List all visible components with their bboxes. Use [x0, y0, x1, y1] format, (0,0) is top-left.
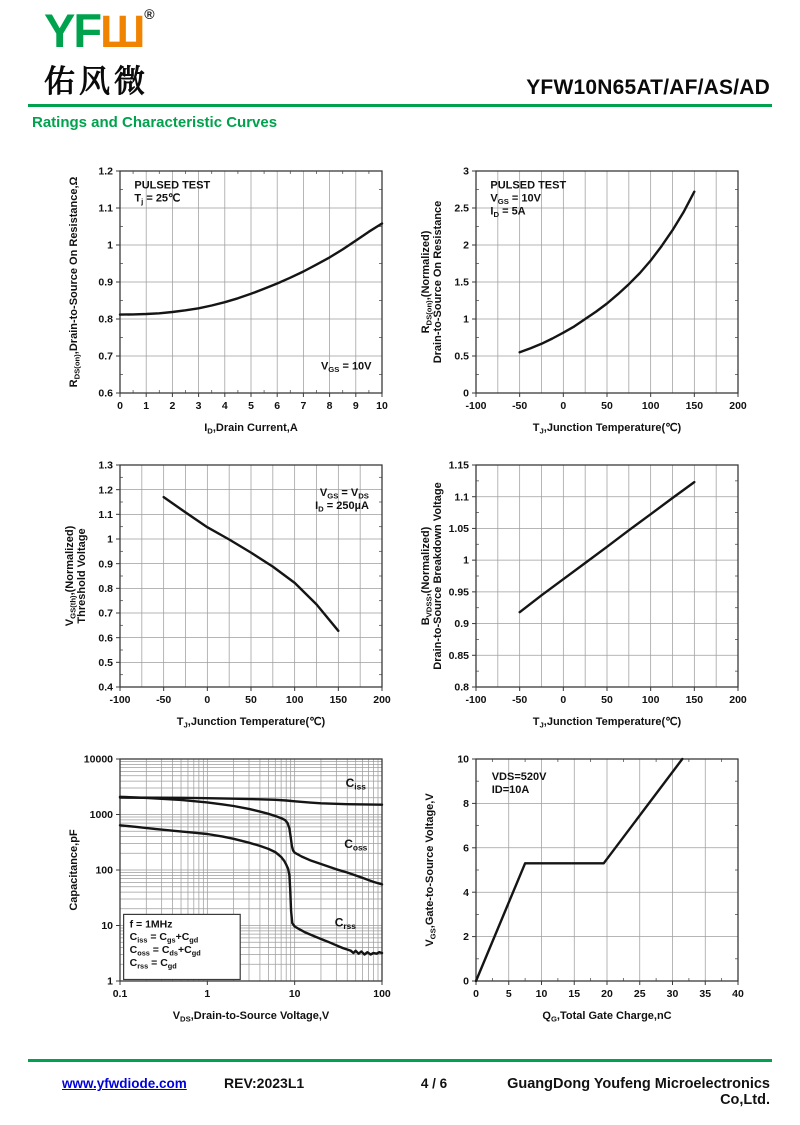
x-tick-label: 2: [169, 399, 176, 412]
curve-label: $C_{iss}$: [345, 775, 366, 791]
y-tick-label: 2.5: [454, 202, 469, 215]
chart-bvdss-normalized-vs-temperature: [418, 445, 754, 737]
y-tick-label: 0.8: [98, 313, 113, 326]
y-tick-label: 0.7: [98, 607, 113, 620]
x-tick-label: 0: [204, 693, 211, 706]
chart-rdson-vs-drain-current: [62, 151, 398, 443]
y-axis-label: $B_{VDSS},(Normalized)$: [420, 526, 434, 626]
y-tick-label: 1.2: [98, 165, 113, 178]
x-tick-label: 50: [601, 399, 613, 412]
brand-logo: [44, 4, 155, 101]
y-tick-label: 1.1: [98, 508, 113, 521]
revision-label: REV:2023L1: [224, 1075, 305, 1091]
x-tick-label: 100: [641, 399, 660, 412]
y-tick-label: 0.9: [454, 617, 469, 630]
x-tick-label: 0: [560, 693, 567, 706]
annotation-text: $I_D = 5A$: [490, 205, 526, 219]
annotation-text: $V_{GS} = 10V$: [490, 192, 541, 206]
chart-canvas: [418, 151, 754, 443]
x-tick-label: 20: [601, 987, 613, 1000]
y-tick-label: 0.5: [98, 656, 113, 669]
y-tick-label: 2: [463, 239, 469, 252]
page-number: 4 / 6: [420, 1076, 448, 1091]
y-axis-label: $V_{GS},Gate-to$-Source Voltage,V: [424, 793, 438, 947]
y-tick-label: 1.2: [98, 484, 113, 497]
annotation-text: VDS=520V: [491, 770, 547, 783]
chart-canvas: [62, 445, 398, 737]
y-tick-label: 0.85: [448, 649, 469, 662]
x-tick-label: 5: [248, 399, 254, 412]
x-tick-label: 50: [245, 693, 257, 706]
y-tick-label: 1.15: [448, 459, 469, 472]
y-tick-label: 1: [463, 313, 469, 326]
section-heading: Ratings and Characteristic Curves: [32, 113, 278, 131]
annotation-text: ID=10A: [491, 783, 530, 796]
header-divider: [28, 104, 772, 107]
y-tick-label: 10: [101, 919, 113, 932]
y-tick-label: 1: [107, 975, 113, 988]
x-tick-label: 15: [568, 987, 581, 1000]
x-tick-label: 25: [633, 987, 646, 1000]
y-tick-label: 1: [463, 554, 469, 567]
y-tick-label: 0.6: [98, 387, 113, 400]
y-tick-label: 2: [463, 930, 469, 943]
x-tick-label: 6: [274, 399, 281, 412]
annotation-text: $V_{GS} = V_{DS}$: [319, 486, 369, 501]
x-tick-label: 100: [373, 987, 391, 1000]
chart-rdson-normalized-vs-temperature: [418, 151, 754, 443]
y-tick-label: 100: [95, 864, 113, 877]
y-tick-label: 10: [457, 753, 469, 766]
annotation-text: PULSED TEST: [490, 179, 567, 192]
x-tick-label: 100: [641, 693, 660, 706]
annotation-text: $I_D = 250\mu A$: [315, 499, 369, 514]
x-tick-label: 1: [143, 399, 150, 412]
x-tick-label: 200: [729, 693, 747, 706]
x-tick-label: 10: [376, 399, 388, 412]
part-number-title: YFW10N65AT/AF/AS/AD: [526, 75, 770, 99]
logo-yf-text: YF: [44, 4, 101, 57]
x-tick-label: -50: [512, 399, 528, 412]
x-tick-label: -50: [512, 693, 528, 706]
x-tick-label: 50: [601, 693, 613, 706]
y-tick-label: 0.8: [454, 681, 469, 694]
curve-label: $C_{rss}$: [334, 915, 356, 931]
annotation-text: $T_j$ = 25℃: [134, 192, 181, 206]
y-tick-label: 1.3: [98, 459, 113, 472]
x-tick-label: 150: [685, 693, 704, 706]
x-axis-label: $Q_G,Total$ Gate Charge,nC: [542, 1009, 672, 1024]
y-axis-label: Drain-to-Source On Resistance: [432, 200, 444, 364]
legend-line: f = 1MHz: [129, 918, 173, 931]
x-axis-label: $I_D,Drain$ Current,A: [204, 421, 298, 436]
y-tick-label: 1.1: [98, 202, 113, 215]
x-tick-label: -100: [465, 399, 487, 412]
registered-trademark-icon: ®: [144, 6, 155, 22]
x-tick-label: 150: [685, 399, 704, 412]
curve-label: $C_{oss}$: [344, 836, 368, 853]
y-tick-label: 1.05: [448, 522, 469, 535]
x-tick-label: 4: [221, 399, 228, 412]
y-tick-label: 1.1: [454, 491, 469, 504]
x-tick-label: 7: [300, 399, 307, 412]
y-axis-label: $R_{DS(on)},Drain-to$-Source On Resistance,Ω: [68, 176, 82, 388]
x-tick-label: 1: [204, 987, 211, 1000]
y-tick-label: 10000: [83, 753, 113, 766]
y-tick-label: 0.95: [448, 586, 469, 599]
logo-w-mark-icon: Ш: [100, 6, 145, 57]
x-tick-label: 200: [373, 693, 391, 706]
x-tick-label: -100: [109, 693, 131, 706]
y-tick-label: 0.6: [98, 632, 113, 645]
x-tick-label: 100: [285, 693, 304, 706]
x-tick-label: 0: [117, 399, 123, 412]
chart-canvas: [418, 739, 754, 1031]
x-tick-label: 0: [560, 399, 567, 412]
y-tick-label: 0.5: [454, 350, 469, 363]
legend-line: $C_{iss} = C_{gs}+C_{gd}$: [129, 930, 199, 945]
chart-vgsth-normalized-vs-temperature: [62, 445, 398, 737]
company-name: GuangDong Youfeng Microelectronics Co,Ltd.: [507, 1076, 770, 1108]
y-tick-label: 4: [463, 886, 469, 899]
x-tick-label: 35: [699, 987, 712, 1000]
x-axis-label: $T_J,Junction$ Temperature(℃): [532, 715, 682, 730]
charts-grid: [62, 151, 800, 1031]
y-tick-label: 0.4: [98, 681, 113, 694]
logo-wordmark: [44, 4, 155, 57]
series-Coss: [120, 797, 382, 885]
x-tick-label: 40: [732, 987, 744, 1000]
chart-capacitance-vs-vds: [62, 739, 398, 1031]
x-tick-label: 3: [195, 399, 202, 412]
legend-line: $C_{rss} = C_{gd}$: [129, 956, 177, 971]
annotation-text: $V_{GS} = 10V$: [320, 360, 372, 374]
y-axis-label: Capacitance,pF: [68, 829, 80, 911]
x-tick-label: 10: [535, 987, 548, 1000]
page-header: [0, 0, 800, 101]
chart-canvas: [418, 445, 754, 737]
y-axis-label: $V_{GS(th)},(Normalized)$: [64, 525, 78, 627]
y-tick-label: 1: [107, 533, 113, 546]
x-axis-label: $T_J,Junction$ Temperature(℃): [176, 715, 326, 730]
y-tick-label: 1000: [89, 808, 113, 821]
x-tick-label: 8: [326, 399, 333, 412]
x-axis-label: $V_{DS},Drain-to$-Source Voltage,V: [172, 1009, 330, 1024]
x-tick-label: 0: [473, 987, 479, 1000]
x-tick-label: -100: [465, 693, 487, 706]
y-tick-label: 3: [463, 165, 469, 178]
x-tick-label: 30: [666, 987, 679, 1000]
x-axis-label: $T_J,Junction$ Temperature(℃): [532, 421, 682, 436]
y-tick-label: 6: [463, 842, 469, 855]
x-tick-label: 0.1: [112, 987, 128, 1000]
y-axis-label: Threshold Voltage: [76, 528, 88, 624]
y-tick-label: 0: [463, 387, 469, 400]
y-tick-label: 0.9: [98, 558, 113, 571]
page-footer: [0, 1062, 800, 1108]
chart-canvas: [62, 151, 398, 443]
grid-lines: [476, 465, 738, 687]
x-tick-label: 150: [329, 693, 348, 706]
annotation-text: PULSED TEST: [134, 179, 211, 192]
y-axis-label: $R_{DS(on)},(Normalized)$: [420, 230, 434, 334]
y-tick-label: 8: [463, 797, 469, 810]
y-tick-label: 1.5: [454, 276, 469, 289]
chart-canvas: [62, 739, 398, 1031]
legend-line: $C_{oss} = C_{ds}+C_{gd}$: [129, 943, 201, 958]
website-link[interactable]: www.yfwdiode.com: [62, 1076, 187, 1091]
x-tick-label: 9: [352, 399, 359, 412]
x-tick-label: 10: [288, 987, 301, 1000]
y-tick-label: 0.7: [98, 350, 113, 363]
y-tick-label: 0: [463, 975, 469, 988]
y-axis-label: Drain-to-Source Breakdown Voltage: [432, 482, 444, 670]
y-tick-label: 0.8: [98, 582, 113, 595]
x-tick-label: 5: [505, 987, 512, 1000]
chart-gate-charge: [418, 739, 754, 1031]
page-footer-area: [0, 1056, 800, 1108]
y-tick-label: 1: [107, 239, 113, 252]
logo-chinese-name: 佑风微: [44, 63, 149, 100]
y-tick-label: 0.9: [98, 276, 113, 289]
x-tick-label: -50: [156, 693, 172, 706]
x-tick-label: 200: [729, 399, 747, 412]
